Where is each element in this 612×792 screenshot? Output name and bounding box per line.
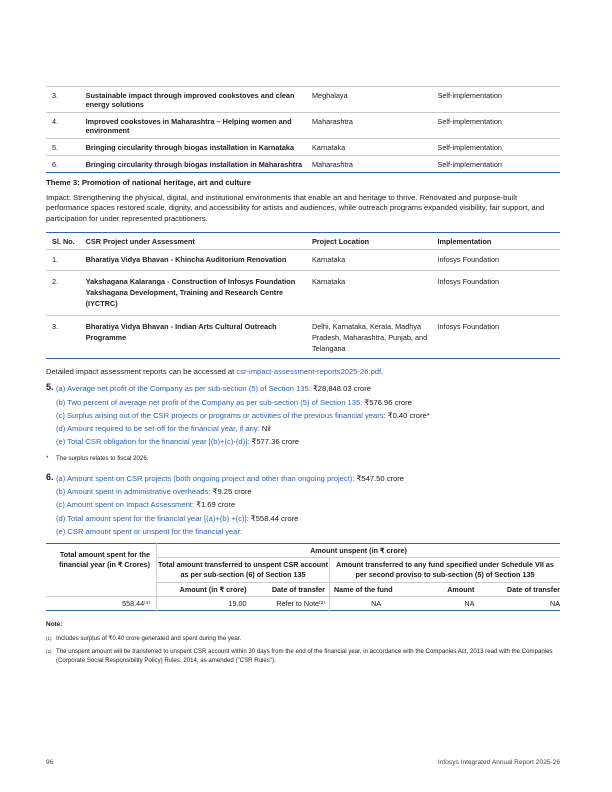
item-6 <box>46 472 560 538</box>
col-amount-fund: Amount <box>447 585 475 595</box>
header-total-spent: Total amount spent for the financial year (in ₹ Crores) <box>46 544 157 597</box>
answer: ₹9.25 crore <box>210 487 252 496</box>
unspent-amount-table <box>46 543 560 611</box>
value-fund-amount: NA <box>464 599 475 609</box>
table-row <box>46 113 560 139</box>
page-number: 96 <box>46 759 54 766</box>
answer: ₹558.44 crore <box>248 513 299 523</box>
note-text: Includes surplus of ₹0.40 crore generated and spent during the year. <box>56 635 242 643</box>
line-5e <box>56 435 560 448</box>
line-5c <box>56 409 560 422</box>
answer: ₹576.96 crore <box>362 397 412 407</box>
theme-heading: Theme 3: Promotion of national heritage, art and culture <box>46 178 252 187</box>
question: (e) CSR amount spent or unspent for the financial year: <box>56 526 243 536</box>
project-name: Bringing circularity through biogas installation in Karnataka <box>85 143 295 152</box>
question: (c) Amount spent on Impact Assessment: <box>56 500 195 510</box>
note-mark: (2) <box>46 649 52 655</box>
value-fund-name: NA <box>371 599 382 609</box>
row-number: 5. <box>52 143 59 152</box>
project-name: Sustainable impact through improved cookstoves and clean energy solutions <box>85 91 295 109</box>
col-date-transfer-fund: Date of transfer <box>506 585 560 595</box>
impact-report-link[interactable]: csr-impact-assessment-reports2025-26.pdf <box>236 367 382 377</box>
answer: ₹1.69 crore <box>194 500 236 510</box>
value-total-spent: 558.44⁽¹⁾ <box>46 597 157 611</box>
question: (b) Two percent of average net profit of the Company as per sub-section (5) of Section 135: <box>56 397 363 407</box>
table-row <box>46 156 560 173</box>
table-row <box>46 139 560 156</box>
project-location: Meghalaya <box>311 91 348 100</box>
implementation: Infosys Foundation <box>437 255 500 265</box>
project-location: Delhi, Karnataka, Kerala, Madhya Pradesh, Maharashtra, Punjab, and Telangana <box>311 322 428 354</box>
question: (d) Amount required to be set-off for the financial year, if any: <box>56 424 260 434</box>
project-name: Bringing circularity through biogas installation in Maharashtra <box>85 160 303 169</box>
header-schedule-vii: Amount transferred to any fund specified under Schedule VII as per second proviso to sub-section (5) of Section 135 <box>329 558 560 583</box>
line-6a <box>56 472 560 485</box>
question: (c) Surplus arising out of the CSR projects or programs or activities of the previous financial years: <box>56 410 386 420</box>
row-number: 2. <box>52 277 59 287</box>
answer: ₹0.40 crore* <box>385 410 430 420</box>
value-amount: 19.00 <box>228 599 247 609</box>
answer: ₹577.36 crore <box>249 437 299 447</box>
implementation: Infosys Foundation <box>437 277 500 287</box>
project-location: Karnataka <box>311 277 346 287</box>
question: (a) Average net profit of the Company as per sub-section (5) of Section 135: <box>56 384 311 394</box>
row-number: 4. <box>52 117 59 126</box>
report-title: Infosys Integrated Annual Report 2025-26 <box>437 759 560 766</box>
header-location: Project Location <box>311 237 370 247</box>
implementation: Self-implementation <box>437 117 502 126</box>
note-text: The unspent amount will be transferred to unspent CSR account within 30 days from the end of the financial year, in accordance with the Companies Act, 2013 read with the Companies (Corporate Social Responsibility Policy) Rules, 2014, as amended ("CSR Rules"). <box>56 648 553 665</box>
table-row <box>46 316 560 359</box>
line-5b <box>56 396 560 409</box>
implementation: Self-implementation <box>437 91 502 100</box>
footnote <box>46 455 560 462</box>
question: (d) Total amount spent for the financial year [(a)+(b) +(c)]: <box>56 513 249 523</box>
project-name: Improved cookstoves in Maharashtra – Helping women and environment <box>85 117 292 135</box>
detail-reports-text <box>46 367 560 376</box>
col-fund-name: Name of the fund <box>333 585 393 595</box>
row-number: 3. <box>52 91 59 100</box>
question: (e) Total CSR obligation for the financial year [(b)+(c)-(d)]: <box>56 437 250 447</box>
answer: ₹547.50 crore <box>354 473 405 483</box>
note-mark: (1) <box>46 636 52 642</box>
header-project: CSR Project under Assessment <box>85 237 195 247</box>
project-name: Bharatiya Vidya Bhavan - Indian Arts Cultural Outreach Programme <box>85 322 277 343</box>
answer: Nil <box>259 424 271 434</box>
note-1 <box>46 634 560 643</box>
footnote-mark: * <box>46 454 49 462</box>
col-date-transfer: Date of transfer <box>251 583 330 597</box>
col-amount: Amount (in ₹ crore) <box>179 585 247 595</box>
project-location: Maharashtra <box>311 160 353 169</box>
line-6d <box>56 512 560 525</box>
line-6e <box>56 525 560 538</box>
row-number: 1. <box>52 255 59 265</box>
line-5d <box>56 422 560 435</box>
note-2 <box>46 647 560 665</box>
csr-table-top <box>46 86 560 173</box>
implementation: Infosys Foundation <box>437 322 500 332</box>
table-row <box>46 87 560 113</box>
csr-table-theme3 <box>46 232 560 359</box>
row-number: 6. <box>52 160 59 169</box>
item-number: 5. <box>46 382 54 393</box>
project-location: Karnataka <box>311 143 346 152</box>
header-sl-no: Sl. No. <box>52 237 75 247</box>
question: (b) Amount spent in administrative overheads: <box>56 487 211 496</box>
project-location: Maharashtra <box>311 117 353 126</box>
line-6c <box>56 498 560 511</box>
detail-prefix: Detailed impact assessment reports can be accessed at <box>46 367 237 377</box>
header-implementation: Implementation <box>437 237 492 247</box>
value-date-transfer: Refer to Note⁽²⁾ <box>251 597 330 611</box>
table-header <box>46 233 560 250</box>
implementation: Self-implementation <box>437 143 502 152</box>
header-amount-unspent: Amount unspent (in ₹ crore) <box>157 544 561 558</box>
page-footer <box>46 759 560 766</box>
notes-label: Note: <box>46 621 63 629</box>
impact-paragraph: Impact: Strengthening the physical, digital, and institutional environments that enable art and heritage to thrive. Renovated and purpose-built performance spaces restored scale, dignity, and accessibility for artists and audiences, while outreach programs expanded visibility, fair support, and participation for under represented practitioners. <box>46 193 545 223</box>
row-number: 3. <box>52 322 59 332</box>
item-5 <box>46 382 560 448</box>
item-number: 6. <box>46 471 54 482</box>
line-5a <box>56 382 560 395</box>
implementation: Self-implementation <box>437 160 502 169</box>
table-row <box>46 250 560 271</box>
project-location: Karnataka <box>311 255 346 265</box>
table-row <box>46 271 560 316</box>
project-name: Bharatiya Vidya Bhavan - Khincha Auditorium Renovation <box>85 255 287 265</box>
page-body <box>46 86 560 665</box>
value-fund-date: NA <box>550 599 560 609</box>
detail-suffix: . <box>381 367 384 377</box>
line-6b <box>56 485 560 498</box>
question: (a) Amount spent on CSR projects (both ongoing project and other than ongoing project): <box>56 473 355 483</box>
project-name: Yakshagana Kalaranga - Construction of Infosys Foundation Yakshagana Development, Training and Research Centre (IYCTRC) <box>85 277 296 309</box>
header-transfer-unspent: Total amount transferred to unspent CSR account as per sub-section (6) of Section 135 <box>157 558 330 583</box>
footnote-text: The surplus relates to fiscal 2026. <box>56 454 149 462</box>
answer: ₹28,848.03 crore <box>310 384 371 394</box>
notes-section <box>46 621 560 665</box>
